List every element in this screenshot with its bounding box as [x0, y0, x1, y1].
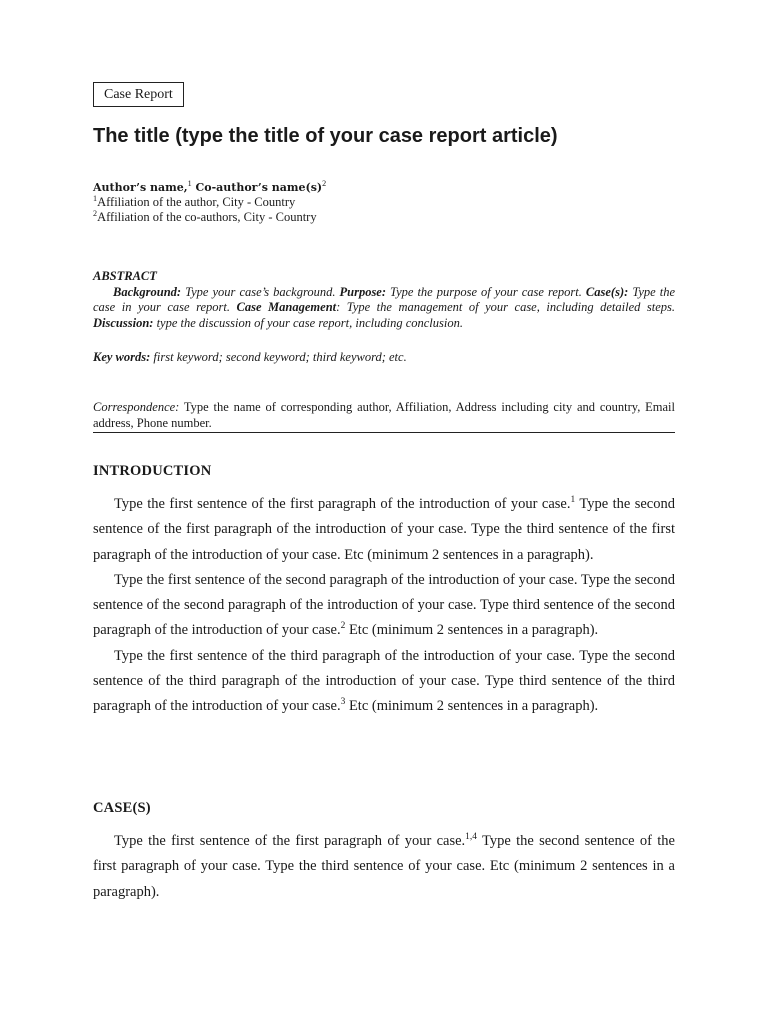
abstract-body [93, 285, 675, 332]
affiliation-2-sup: 2 [93, 208, 98, 218]
intro-p3-text-a: Type the first sentence of the third paragraph of the introduction of your case. Type the second sentence of the third paragraph of the introduction of your case. Type third sentence of the third paragraph of the introduction of your case. [93, 647, 675, 715]
author-names [93, 180, 326, 195]
keywords-value: first keyword; second keyword; third keyword; etc. [150, 350, 407, 364]
purpose-label: Purpose: [335, 284, 387, 299]
intro-p2-text-b: Etc (minimum 2 sentences in a paragraph). [345, 622, 599, 639]
discussion-label: Discussion: [93, 315, 154, 330]
affiliation-1-sup: 1 [93, 193, 98, 203]
introduction-heading: INTRODUCTION [93, 463, 212, 479]
article-type-box: Case Report [93, 82, 184, 107]
intro-p2-citation: 2 [340, 621, 346, 632]
correspondence-block [93, 400, 675, 431]
intro-p1-citation: 1 [570, 495, 576, 506]
author-sup: 1 [187, 178, 192, 188]
coauthor-name: Co-author’s name(s) [191, 181, 323, 194]
affiliation-2-text: Affiliation of the co-authors, City - Country [97, 210, 317, 224]
intro-paragraph-2 [93, 568, 675, 644]
intro-paragraph-3 [93, 644, 675, 720]
abstract-section [93, 269, 675, 331]
case-paragraph-1 [93, 829, 675, 905]
management-label: Case Management [230, 300, 337, 314]
author-name: Author’s name, [93, 181, 188, 194]
affiliation-1 [93, 195, 326, 210]
keywords-line [93, 350, 675, 366]
affiliation-1-text: Affiliation of the author, City - Country [97, 195, 296, 209]
case-p1-citation: 1,4 [465, 832, 477, 843]
management-text: : Type the management of your case, including detailed steps. [336, 300, 676, 314]
keywords-label: Key words: [93, 350, 151, 364]
coauthor-sup: 2 [322, 178, 327, 188]
case-p1-text-a: Type the first sentence of the first paragraph of your case. [114, 833, 466, 849]
background-label: Background: [113, 284, 182, 299]
intro-paragraph-1 [93, 492, 675, 568]
intro-p1-text-b: Type the second sentence of the first paragraph of the introduction of your case. Type the third sentence of the first paragraph of the introduction of your case. Etc (minimum 2 sentences in a paragraph). [93, 496, 675, 563]
correspondence-label: Correspondence: [93, 400, 180, 414]
introduction-body [93, 492, 675, 720]
article-title: The title (type the title of your case report article) [93, 125, 558, 147]
cases-text: Type the case in your case report. [93, 284, 675, 314]
background-text: Type your case’s background. [181, 284, 336, 299]
divider-line [93, 432, 675, 433]
cases-heading: CASE(S) [93, 800, 151, 816]
affiliation-2 [93, 210, 326, 225]
author-block [93, 180, 326, 225]
cases-label: Case(s): [581, 284, 629, 299]
intro-p2-text-a: Type the first sentence of the second paragraph of the introduction of your case. Type the second sentence of the second paragraph of the introduction of your case. Type third sentence of the second paragraph of the introduction of your case. [93, 571, 675, 639]
intro-p3-citation: 3 [340, 697, 346, 708]
intro-p3-text-b: Etc (minimum 2 sentences in a paragraph). [345, 698, 599, 715]
correspondence-text: Type the name of corresponding author, Affiliation, Address including city and country, Email address, Phone number. [93, 400, 675, 430]
intro-p1-text-a: Type the first sentence of the first paragraph of the introduction of your case. [114, 496, 571, 512]
discussion-text: type the discussion of your case report, including conclusion. [153, 315, 463, 330]
cases-body [93, 829, 675, 905]
abstract-heading: ABSTRACT [93, 269, 157, 283]
purpose-text: Type the purpose of your case report. [386, 284, 582, 299]
case-p1-text-b: Type the second sentence of the first paragraph of your case. Type the third sentence of your case. Etc (minimum 2 sentences in a paragraph). [93, 833, 675, 900]
